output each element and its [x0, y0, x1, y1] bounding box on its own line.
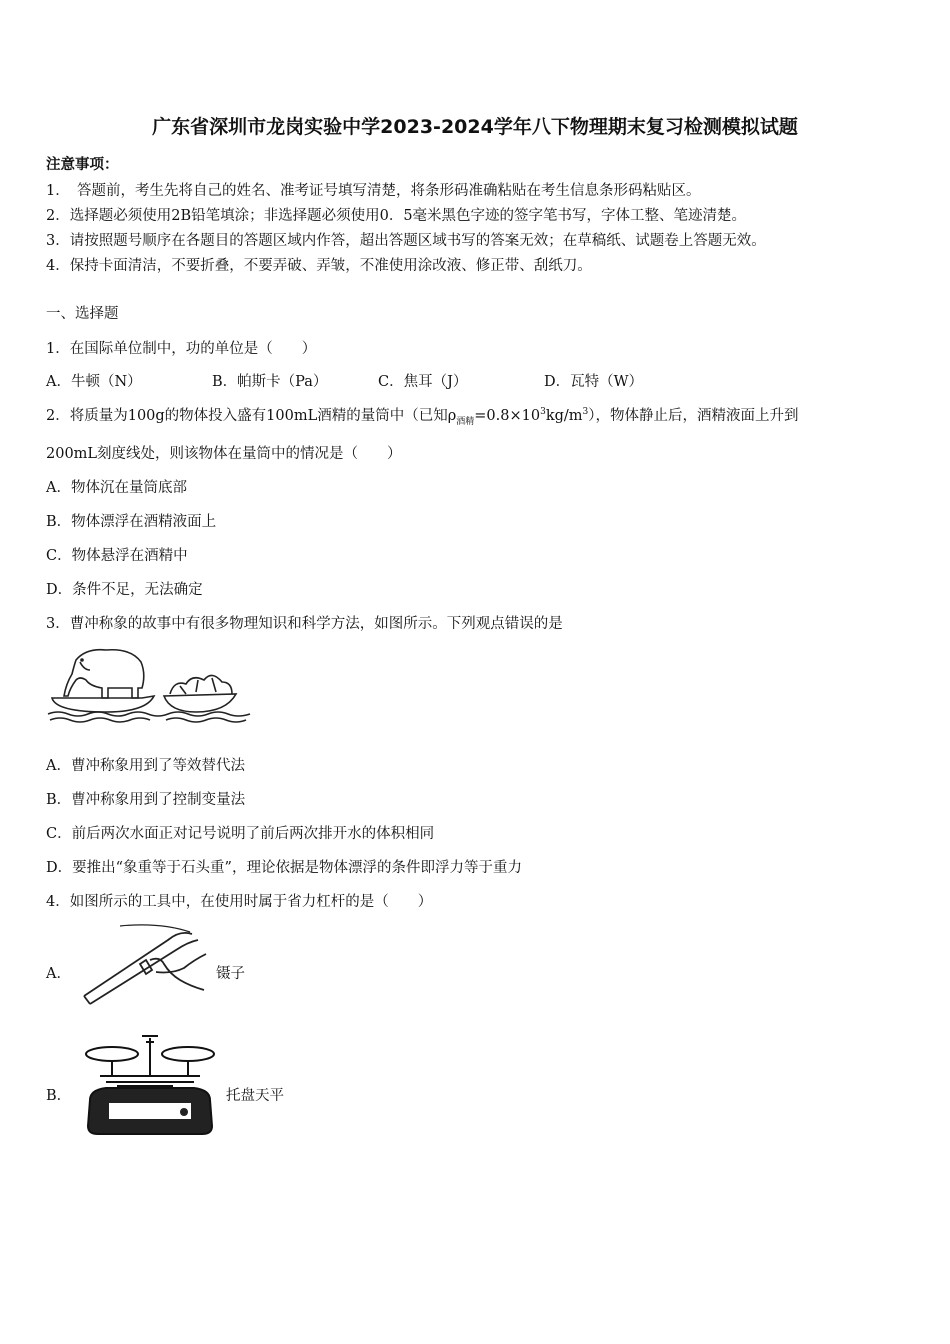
- note-item: 1． 答题前，考生先将自己的姓名、准考证号填写清楚，将条形码准确粘贴在考生信息条形码粘贴区。: [46, 183, 701, 199]
- q4-option-a-caption: 镊子: [216, 966, 245, 982]
- question-2-stem: 2．将质量为100g的物体投入盛有100mL酒精的量筒中（已知$\rho_{酒精}=0.8\times 10^3kg/m^3$），物体静止后，酒精液面上升到: [46, 407, 799, 427]
- q2-option-d: D．条件不足，无法确定: [46, 582, 203, 598]
- q3-option-b: B．曹冲称象用到了控制变量法: [46, 792, 246, 808]
- elephant-boat-icon: [46, 640, 256, 724]
- balance-icon: [80, 1030, 220, 1140]
- q1-option-a: A．牛顿（N）: [46, 374, 142, 390]
- note-item: 3．请按照题号顺序在各题目的答题区域内作答，超出答题区域书写的答案无效；在草稿纸、试题卷上答题无效。: [46, 233, 766, 249]
- page-title: 广东省深圳市龙岗实验中学2023-2024学年八下物理期末复习检测模拟试题: [152, 116, 798, 138]
- question-3-stem: 3．曹冲称象的故事中有很多物理知识和科学方法，如图所示。下列观点错误的是: [46, 616, 563, 632]
- question-1-options: [46, 370, 710, 391]
- tweezers-icon: [80, 924, 210, 1008]
- question-2-stem-line2: 200mL刻度线处，则该物体在量筒中的情况是（ ）: [46, 446, 402, 462]
- q4-option-b-letter: B．: [46, 1088, 72, 1104]
- q3-option-d: D．要推出“象重等于石头重”，理论依据是物体漂浮的条件即浮力等于重力: [46, 860, 522, 876]
- q4-option-a-letter: A．: [46, 966, 71, 982]
- q2-option-a: A．物体沉在量筒底部: [46, 480, 187, 496]
- q1-option-c: C．焦耳（J）: [378, 374, 468, 390]
- notes-heading: 注意事项：: [46, 156, 119, 173]
- note-item: 4．保持卡面清洁，不要折叠，不要弄破、弄皱，不准使用涂改液、修正带、刮纸刀。: [46, 258, 592, 274]
- q1-option-d: D．瓦特（W）: [544, 374, 644, 390]
- q1-option-b: B．帕斯卡（Pa）: [212, 374, 328, 390]
- q4-option-b-caption: 托盘天平: [226, 1088, 284, 1104]
- q2-option-b: B．物体漂浮在酒精液面上: [46, 514, 217, 530]
- question-4-stem: 4．如图所示的工具中，在使用时属于省力杠杆的是（ ）: [46, 894, 433, 910]
- q3-option-a: A．曹冲称象用到了等效替代法: [46, 758, 245, 774]
- q2-option-c: C．物体悬浮在酒精中: [46, 548, 188, 564]
- section-heading: 一、选择题: [46, 306, 119, 322]
- q3-option-c: C．前后两次水面正对记号说明了前后两次排开水的体积相同: [46, 826, 435, 842]
- question-1-stem: 1．在国际单位制中，功的单位是（ ）: [46, 341, 317, 357]
- note-item: 2．选择题必须使用2B铅笔填涂；非选择题必须使用0．5毫米黑色字迹的签字笔书写，字体工整、笔迹清楚。: [46, 208, 747, 224]
